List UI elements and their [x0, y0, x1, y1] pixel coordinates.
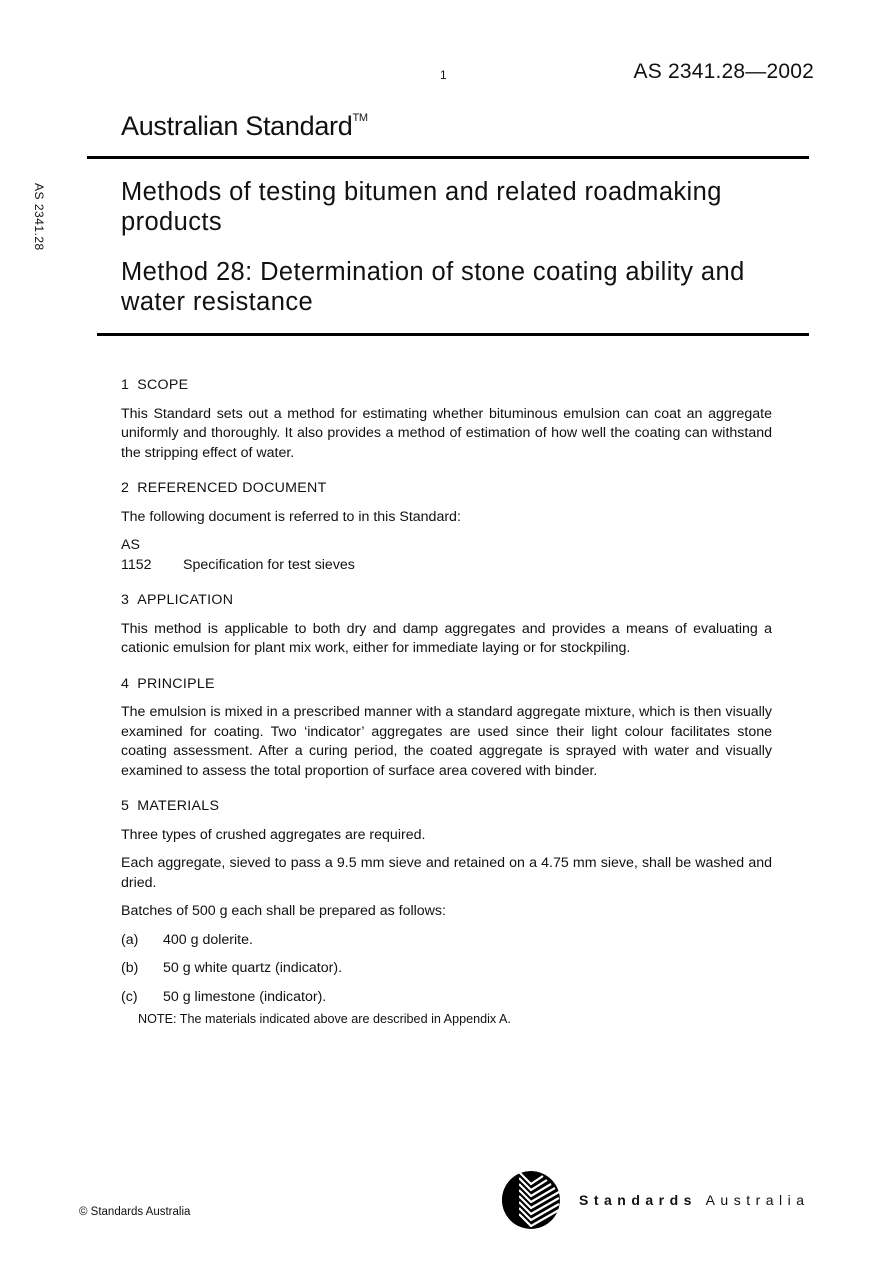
section-heading	[121, 675, 772, 695]
section-number: 3	[121, 592, 130, 608]
document-code: AS 2341.28—2002	[633, 60, 814, 83]
trademark: TM	[352, 112, 368, 124]
list-item-label: (b)	[121, 960, 139, 976]
section-paragraph: Batches of 500 g each shall be prepared as follows:	[121, 903, 446, 919]
materials-note: NOTE: The materials indicated above are described in Appendix A.	[138, 1012, 511, 1026]
section-principle	[121, 675, 772, 782]
section-materials	[121, 797, 772, 1030]
list-item-text: 400 g dolerite.	[163, 931, 253, 948]
logo-wordmark-light: Australia	[705, 1192, 810, 1208]
list-item-label: (a)	[121, 931, 139, 948]
standard-label-text: Australian Standard	[121, 111, 353, 141]
list-item-text: 50 g white quartz (indicator).	[163, 960, 343, 976]
section-heading-text: REFERENCED DOCUMENT	[137, 480, 327, 496]
list-item-label: (c)	[121, 988, 138, 1005]
section-heading	[121, 591, 772, 611]
reference-prefix: AS	[121, 537, 140, 553]
section-paragraph: This method is applicable to both dry and damp aggregates and provides a means of evaluating a cationic emulsion for plant mix work, either for immediate laying or for stockpiling.	[121, 620, 772, 656]
side-label: AS 2341.28	[32, 183, 46, 251]
section-paragraph: Three types of crushed aggregates are required.	[121, 826, 426, 843]
section-heading	[121, 479, 772, 499]
section-heading	[121, 797, 772, 817]
title-rule	[97, 333, 809, 336]
reference-number: 1152	[121, 556, 152, 573]
standards-australia-logo	[501, 1170, 810, 1230]
method-title: Method 28: Determination of stone coating ability and water resistance	[121, 258, 745, 316]
reference-row	[121, 556, 772, 576]
standard-label	[121, 111, 368, 142]
section-paragraph: This Standard sets out a method for estimating whether bituminous emulsion can coat an aggregate uniformly and thoroughly. It also provides a method of estimation of how well the coating can withstand the stripping effect of water.	[121, 405, 772, 461]
main-title: Methods of testing bitumen and related roadmaking products	[121, 178, 722, 236]
section-heading	[121, 376, 772, 396]
logo-wordmark-bold: Standards	[579, 1192, 697, 1208]
section-heading-text: MATERIALS	[137, 798, 220, 814]
copyright-notice: © Standards Australia	[79, 1206, 191, 1218]
list-item	[121, 931, 772, 951]
section-number: 5	[121, 798, 130, 814]
section-number: 2	[121, 480, 130, 496]
section-heading-text: APPLICATION	[137, 592, 234, 608]
section-number: 1	[121, 377, 130, 393]
section-application	[121, 591, 772, 659]
section-number: 4	[121, 675, 130, 692]
list-item	[121, 988, 772, 1008]
section-heading-text: PRINCIPLE	[137, 675, 215, 692]
section-paragraph: The emulsion is mixed in a prescribed manner with a standard aggregate mixture, which is then visually examined for coating. Two ‘indicator’ aggregates are used since their light colour facilitates stone coating assessment. After a curing period, the coated aggregate is sprayed with water and visually examined to assess the total proportion of surface area covered with binder.	[121, 704, 772, 779]
top-rule	[87, 156, 809, 159]
section-referenced	[121, 479, 772, 575]
page-number: 1	[440, 68, 447, 82]
section-scope	[121, 376, 772, 463]
section-heading-text: SCOPE	[137, 377, 189, 393]
document-body	[121, 376, 772, 1046]
list-item	[121, 959, 772, 979]
reference-title: Specification for test sieves	[183, 556, 355, 573]
list-item-text: 50 g limestone (indicator).	[163, 988, 327, 1005]
section-paragraph: The following document is referred to in this Standard:	[121, 508, 461, 525]
section-paragraph: Each aggregate, sieved to pass a 9.5 mm sieve and retained on a 4.75 mm sieve, shall be washed and dried.	[121, 855, 772, 891]
logo-wordmark	[579, 1192, 810, 1208]
logo-emblem-icon	[501, 1170, 561, 1230]
